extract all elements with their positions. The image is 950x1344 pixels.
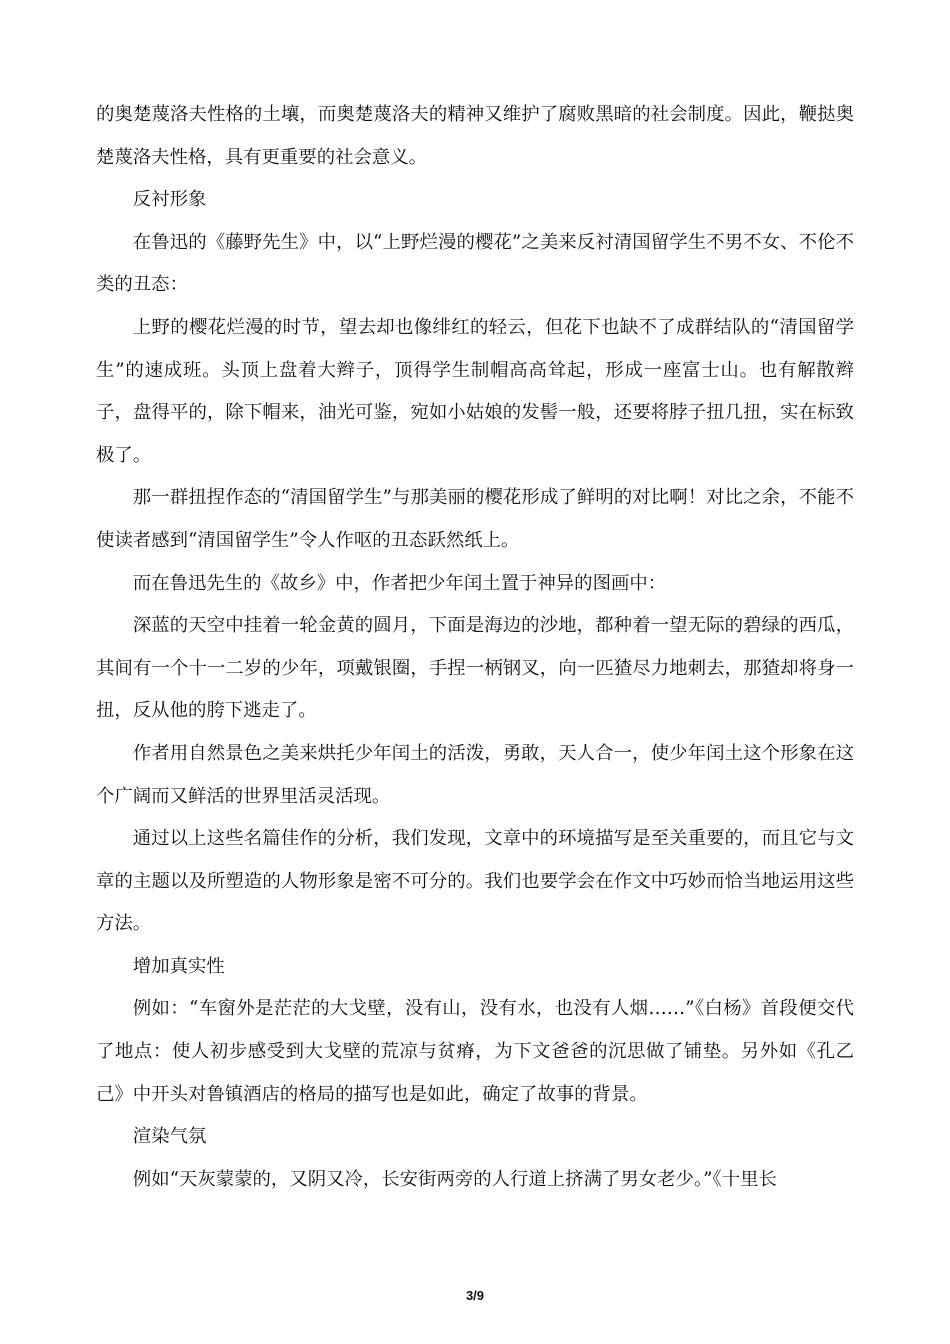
paragraph: 作者用自然景色之美来烘托少年闰土的活泼，勇敢，天人合一，使少年闰土这个形象在这个广阔而又鲜活的世界里活灵活现。 [96, 742, 854, 807]
paragraph: 在鲁迅的《藤野先生》中，以“上野烂漫的樱花”之美来反衬清国留学生不男不女、不伦不类的丑态： [96, 231, 854, 296]
section-heading: 反衬形象 [132, 189, 207, 211]
document-body [96, 94, 854, 1201]
paragraph: 通过以上这些名篇佳作的分析，我们发现，文章中的环境描写是至关重要的，而且它与文章的主题以及所塑造的人物形象是密不可分的。我们也要学会在作文中巧妙而恰当地运用这些方法。 [96, 828, 854, 935]
quoted-passage: 上野的樱花烂漫的时节，望去却也像绯红的轻云，但花下也缺不了成群结队的“清国留学生”的速成班。头顶上盘着大辫子，顶得学生制帽高高耸起，形成一座富士山。也有解散辫子，盘得平的，除下帽来，油光可鉴，宛如小姑娘的发髻一般，还要将脖子扭几扭，实在标致极了。 [96, 316, 854, 466]
section-heading: 增加真实性 [132, 955, 225, 977]
page-number: 3/9 [465, 1288, 485, 1303]
paragraph: 那一群扭捏作态的“清国留学生”与那美丽的樱花形成了鲜明的对比啊！对比之余，不能不使读者感到“清国留学生”令人作呕的丑态跃然纸上。 [96, 487, 854, 551]
paragraph: 例如“天灰蒙蒙的，又阴又冷，长安街两旁的人行道上挤满了男女老少。”《十里长 [132, 1168, 777, 1190]
paragraph: 例如：“车窗外是茫茫的大戈壁，没有山，没有水，也没有人烟……”《白杨》首段便交代了地点：使人初步感受到大戈壁的荒凉与贫瘠，为下文爸爸的沉思做了铺垫。另外如《孔乙己》中开头对鲁镇酒店的格局的描写也是如此，确定了故事的背景。 [96, 998, 854, 1105]
paragraph: 而在鲁迅先生的《故乡》中，作者把少年闰土置于神异的图画中： [132, 572, 667, 594]
paragraph: 的奥楚蔑洛夫性格的土壤，而奥楚蔑洛夫的精神又维护了腐败黑暗的社会制度。因此，鞭挞奥楚蔑洛夫性格，具有更重要的社会意义。 [96, 104, 854, 168]
section-heading: 渲染气氛 [132, 1126, 207, 1148]
quoted-passage: 深蓝的天空中挂着一轮金黄的圆月，下面是海边的沙地，都种着一望无际的碧绿的西瓜，其间有一个十一二岁的少年，项戴银圈，手捏一柄钢叉，向一匹猹尽力地刺去，那猹却将身一扭，反从他的胯下逃走了。 [96, 615, 854, 722]
